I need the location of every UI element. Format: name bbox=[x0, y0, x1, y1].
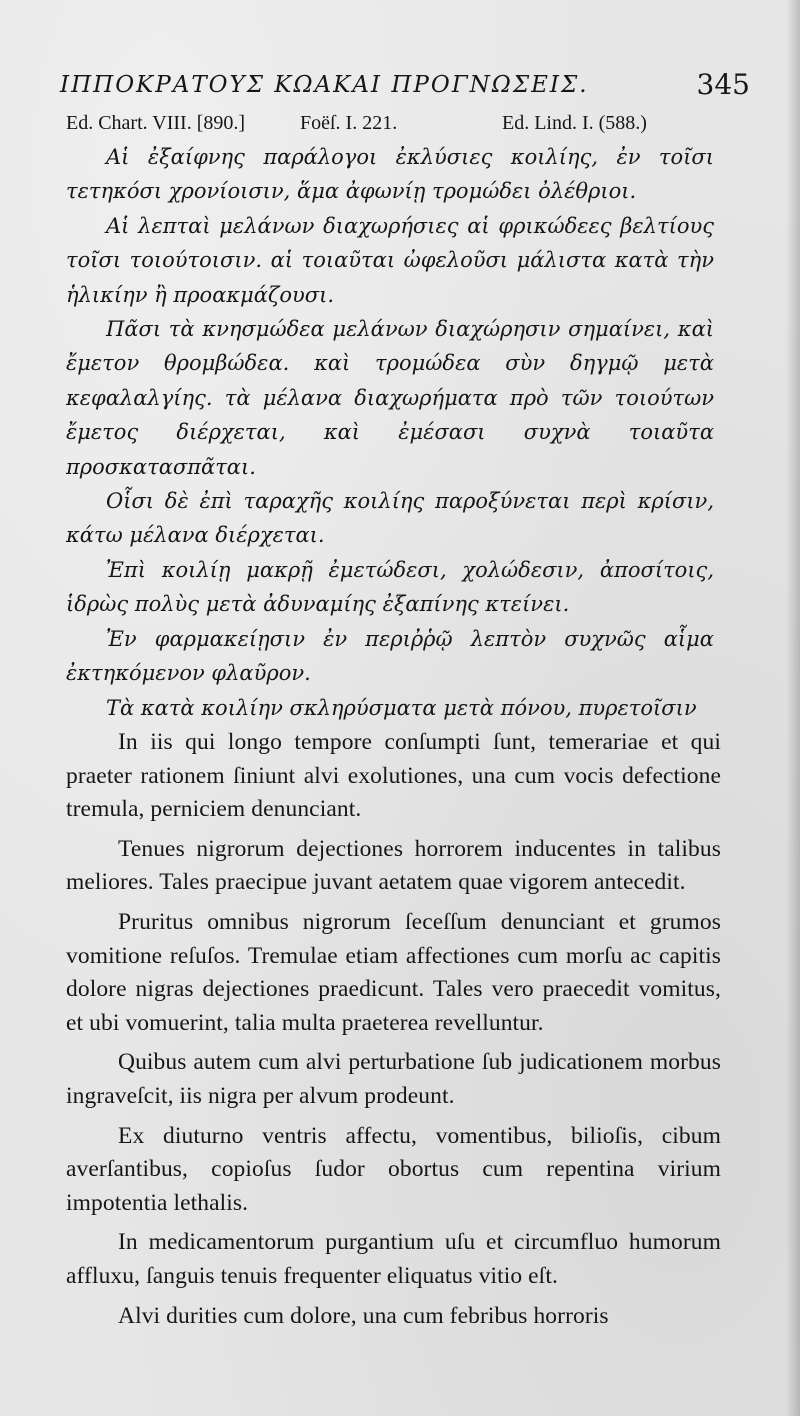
greek-paragraph: Ἐπὶ κοιλίῃ μακρῇ ἐμετώδεσι, χολώδεσιν, ἀποσίτοις, ἱδρὼς πολὺς μετὰ ἀδυναμίης ἐξαπίνης κτείνει. bbox=[66, 557, 714, 617]
latin-paragraph: In medicamentorum purgantium uſu et circumfluo humorum affluxu, ſanguis tenuis frequenter eliquatus vitio eſt. bbox=[66, 1229, 721, 1289]
latin-paragraph: Ex diuturno ventris affectu, vomentibus, bilioſis, cibum averſantibus, copioſus ſudor obortus cum repentina virium impotentia lethalis. bbox=[66, 1122, 721, 1216]
page-number: 345 bbox=[696, 68, 750, 101]
greek-paragraph: Τὰ κατὰ κοιλίην σκληρύσματα μετὰ πόνου, πυρετοῖσιν bbox=[106, 695, 697, 720]
latin-paragraph: In iis qui longo tempore conſumpti ſunt, temerariae et qui praeter rationem ſiniunt alvi exolutiones, una cum vocis defectione tremula, perniciem denunciant. bbox=[66, 729, 721, 823]
edition-lind-ref: Ed. Lind. I. (588.) bbox=[502, 112, 647, 134]
greek-paragraph: Αἱ λεπταὶ μελάνων διαχωρήσιες αἱ φρικώδεες βελτίους τοῖσι τοιούτοισιν. αἱ τοιαῦται ὠφελοῦσι μάλιστα κατὰ τὴν ἡλικίην ἢ προακμάζουσι. bbox=[66, 213, 714, 307]
latin-paragraph: Alvi durities cum dolore, una cum febribus horroris bbox=[118, 1302, 609, 1329]
latin-text-block bbox=[66, 726, 721, 1339]
latin-paragraph: Tenues nigrorum dejectiones horrorem inducentes in talibus meliores. Tales praecipue juvant aetatem quae vigorem antecedit. bbox=[66, 835, 721, 896]
edition-chart-ref: Ed. Chart. VIII. [890.] bbox=[66, 112, 246, 134]
running-head-title: ΙΠΠΟΚΡΑΤΟΥΣ ΚΩΑΚΑΙ ΠΡΟΓΝΩΣΕΙΣ. bbox=[60, 72, 589, 98]
greek-text-block bbox=[66, 140, 714, 725]
page-edge-shadow bbox=[786, 0, 800, 1416]
greek-paragraph: Πᾶσι τὰ κνησμώδεα μελάνων διαχώρησιν σημαίνει, καὶ ἔμετον θρομβώδεα. καὶ τρομώδεα σὺν δηγμῷ μετὰ κεφαλαλγίης. τὰ μέλανα διαχωρήματα πρὸ τῶν τοιούτων ἔμετος διέρχεται, καὶ ἐμέσασι συχνὰ τοιαῦτα προσκατασπᾶται. bbox=[66, 317, 714, 479]
greek-paragraph: Ἐν φαρμακείῃσιν ἐν περιῤῥῷ λεπτὸν συχνῶς αἷμα ἐκτηκόμενον φλαῦρον. bbox=[66, 626, 714, 686]
greek-paragraph: Οἷσι δὲ ἐπὶ ταραχῆς κοιλίης παροξύνεται περὶ κρίσιν, κάτω μέλανα διέρχεται. bbox=[66, 489, 714, 548]
edition-foes-ref: Foëſ. I. 221. bbox=[300, 112, 398, 134]
running-head bbox=[60, 66, 760, 106]
latin-paragraph: Quibus autem cum alvi perturbatione ſub judicationem morbus ingraveſcit, iis nigra per alvum prodeunt. bbox=[66, 1049, 721, 1109]
latin-paragraph: Pruritus omnibus nigrorum ſeceſſum denunciant et grumos vomitione reſuſos. Tremulae etiam affectiones cum morſu ac capitis dolore nigras dejectiones praedicunt. Tales vero praecedit vomitus, et ubi vomuerint, talia multa praeterea revelluntur. bbox=[66, 908, 721, 1036]
greek-paragraph: Αἱ ἐξαίφνης παράλογοι ἐκλύσιες κοιλίης, ἐν τοῖσι τετηκόσι χρονίοισιν, ἅμα ἀφωνίῃ τρομώδει ὀλέθριοι. bbox=[66, 145, 714, 204]
